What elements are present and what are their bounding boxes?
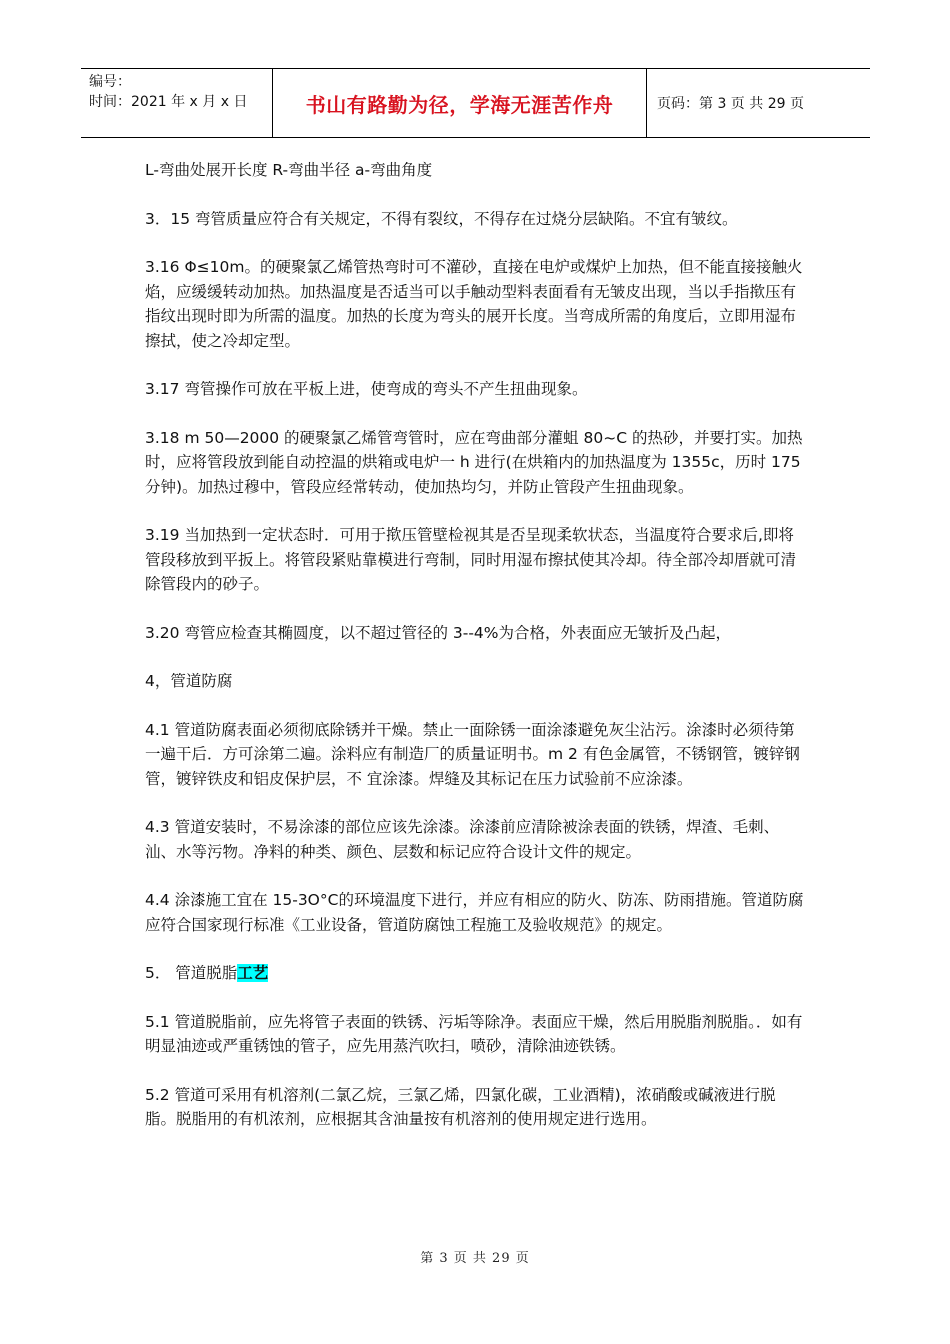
paragraph: 3.19 当加热到一定状态时．可用于揿压管壁检视其是否呈现柔软状态，当温度符合要求后,即将管段移放到平扳上。将管段紧贴靠模进行弯制，同时用湿布擦拭使其冷却。待全部冷却厝就可清除管段内的砂子。 bbox=[145, 526, 797, 593]
page-header bbox=[81, 68, 870, 138]
header-motto: 书山有路勤为径，学海无涯苦作舟 bbox=[305, 92, 614, 117]
header-motto-cell bbox=[273, 69, 647, 137]
header-page-info: 页码：第 3 页 共 29 页 bbox=[657, 96, 804, 112]
paragraph: 3.18 m 50—2000 的硬聚氯乙烯管弯管时，应在弯曲部分灌蛆 80~C 的热砂，并要打实。加热时，应将管段放到能自动控温的烘箱或电炉一 h 进行(在烘箱内的加热温度为 1355c，历时 175 分钟)。加热过穆中，管段应经常转动，使加热均匀，并防止管段产生扭曲现象。 bbox=[145, 428, 803, 496]
highlighted-term: 工艺 bbox=[237, 964, 269, 982]
paragraph: 3．15 弯管质量应符合有关规定，不得有裂纹，不得存在过烧分层缺陷。不宜有皱纹。 bbox=[145, 209, 738, 228]
paragraph: 3.16 Φ≤10m。的硬聚氯乙烯管热弯时可不灌砂，直接在电炉或煤炉上加热，但不能直接接触火焰，应缓缓转动加热。加热温度是否适当可以手触动型料表面看有无皱皮出现，当以手指揿压有指纹出现时即为所需的温度。加热的长度为弯头的展开长度。当弯成所需的角度后，立即用湿布擦拭，使之冷却定型。 bbox=[145, 258, 803, 350]
paragraph: 4.3 管道安装时，不易涂漆的部位应该先涂漆。涂漆前应清除被涂表面的铁锈，焊渣、毛刺、汕、水等污物。净料的种类、颜色、层数和标记应符合设计文件的规定。 bbox=[145, 818, 780, 861]
document-number: 编号： bbox=[89, 74, 131, 90]
section-heading: 4，管道防腐 bbox=[145, 672, 233, 690]
section-heading-text: 5． 管道脱脂 bbox=[145, 964, 238, 982]
paragraph: 4.1 管道防腐表面必须彻底除锈并干燥。禁止一面除锈一面涂漆避免灰尘沾污。涂漆时必须待第一遍干后．方可涂第二遍。涂料应有制造厂的质量证明书。m 2 有色金属管，不锈钢管，镀锌钢管，镀锌铁皮和铝皮保护层，不 宜涂漆。焊缝及其标记在压力试验前不应涂漆。 bbox=[145, 720, 800, 788]
page-footer: 第 3 页 共 29 页 bbox=[420, 1251, 530, 1266]
section-heading bbox=[145, 961, 805, 986]
paragraph: 3.17 弯管操作可放在平板上进，使弯成的弯头不产生扭曲现象。 bbox=[145, 380, 588, 398]
header-meta bbox=[81, 69, 273, 137]
document-date: 时间：2021 年 x 月 x 日 bbox=[89, 94, 248, 110]
paragraph: 5.1 管道脱脂前，应先将管子表面的铁锈、污垢等除净。表面应干燥，然后用脱脂剂脱脂。．如有明显油迹或严重锈蚀的管子，应先用蒸汽吹扫，喷砂，清除油迹铁锈。 bbox=[145, 1012, 803, 1055]
paragraph: 4.4 涂漆施工宜在 15-3O°C的环境温度下进行，并应有相应的防火、防冻、防雨措施。管道防腐应符合国家现行标准《工业设备，管道防腐蚀工程施工及验收规范》的规定。 bbox=[145, 891, 804, 934]
paragraph: L-弯曲处展开长度 R-弯曲半径 a-弯曲角度 bbox=[145, 161, 433, 179]
paragraph: 5.2 管道可采用有机溶剂(二氯乙烷，三氯乙烯，四氯化碳，工业酒精)，浓硝酸或碱液进行脱脂。脱脂用的有机浓剂，应根据其含油量按有机溶剂的使用规定进行选用。 bbox=[145, 1085, 776, 1128]
paragraph: 3.20 弯管应检查其椭圆度，以不超过管径的 3--4%为合格，外表面应无皱折及凸起， bbox=[145, 623, 732, 642]
document-body bbox=[145, 158, 805, 1156]
